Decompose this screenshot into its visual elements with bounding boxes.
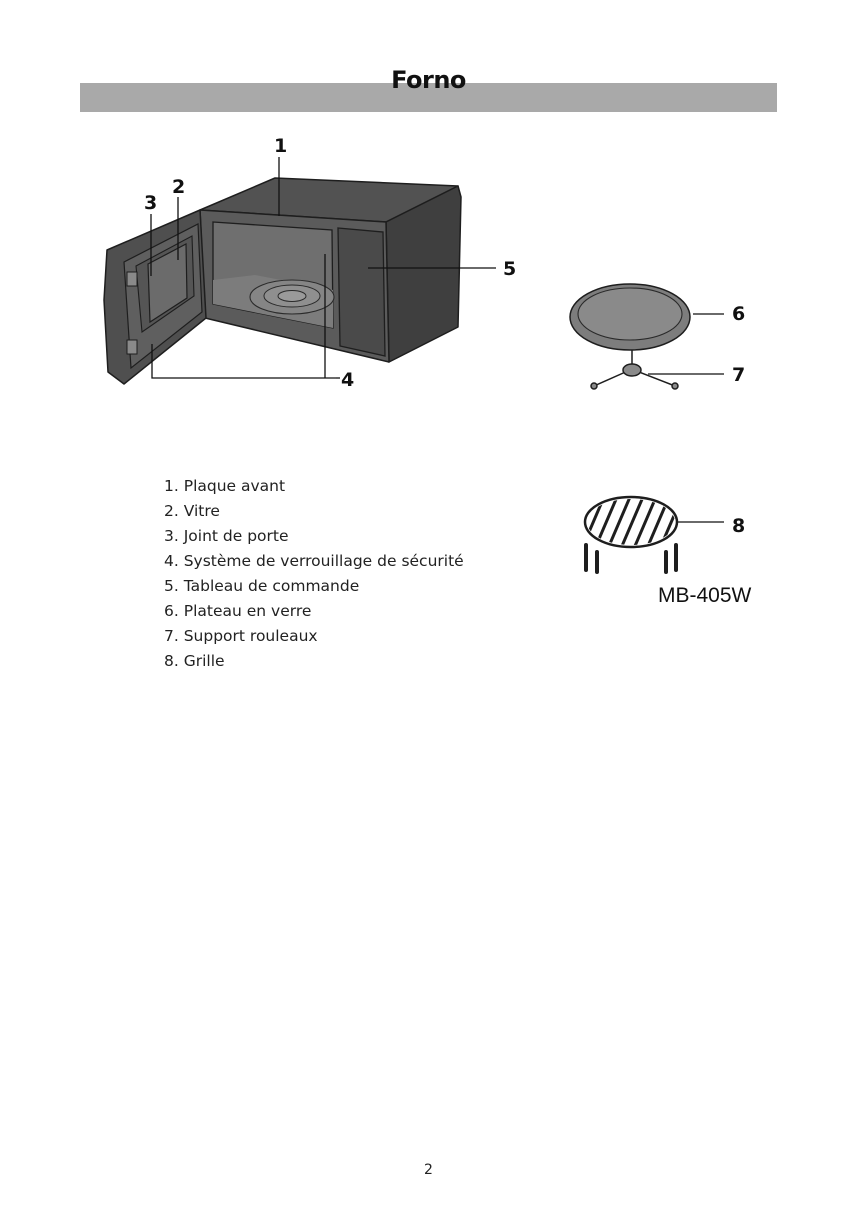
parts-list-item: 2. Vitre [164, 502, 220, 520]
parts-list-item: 4. Système de verrouillage de sécurité [164, 552, 464, 570]
parts-list [164, 474, 464, 674]
parts-list-item: 5. Tableau de commande [164, 577, 360, 595]
callout-2: 2 [172, 176, 186, 198]
grill-rack-illustration [577, 490, 685, 572]
parts-list-item: 7. Support rouleaux [164, 627, 318, 645]
callout-3: 3 [144, 192, 158, 214]
callout-6: 6 [732, 303, 746, 325]
page-number: 2 [424, 1162, 433, 1178]
callout-4: 4 [341, 369, 355, 391]
glass-plate-illustration [570, 284, 690, 350]
parts-list-item: 8. Grille [164, 652, 225, 670]
callout-1: 1 [274, 135, 288, 157]
callout-8: 8 [732, 515, 746, 537]
model-number: MB-405W [658, 584, 752, 607]
callout-5: 5 [503, 258, 517, 280]
roller-support-illustration [591, 350, 678, 389]
parts-list-item: 1. Plaque avant [164, 477, 286, 495]
parts-list-item: 3. Joint de porte [164, 527, 289, 545]
microwave-oven-illustration [104, 178, 461, 384]
callout-7: 7 [732, 364, 746, 386]
page-title: Forno [391, 66, 466, 94]
parts-list-item: 6. Plateau en verre [164, 602, 312, 620]
